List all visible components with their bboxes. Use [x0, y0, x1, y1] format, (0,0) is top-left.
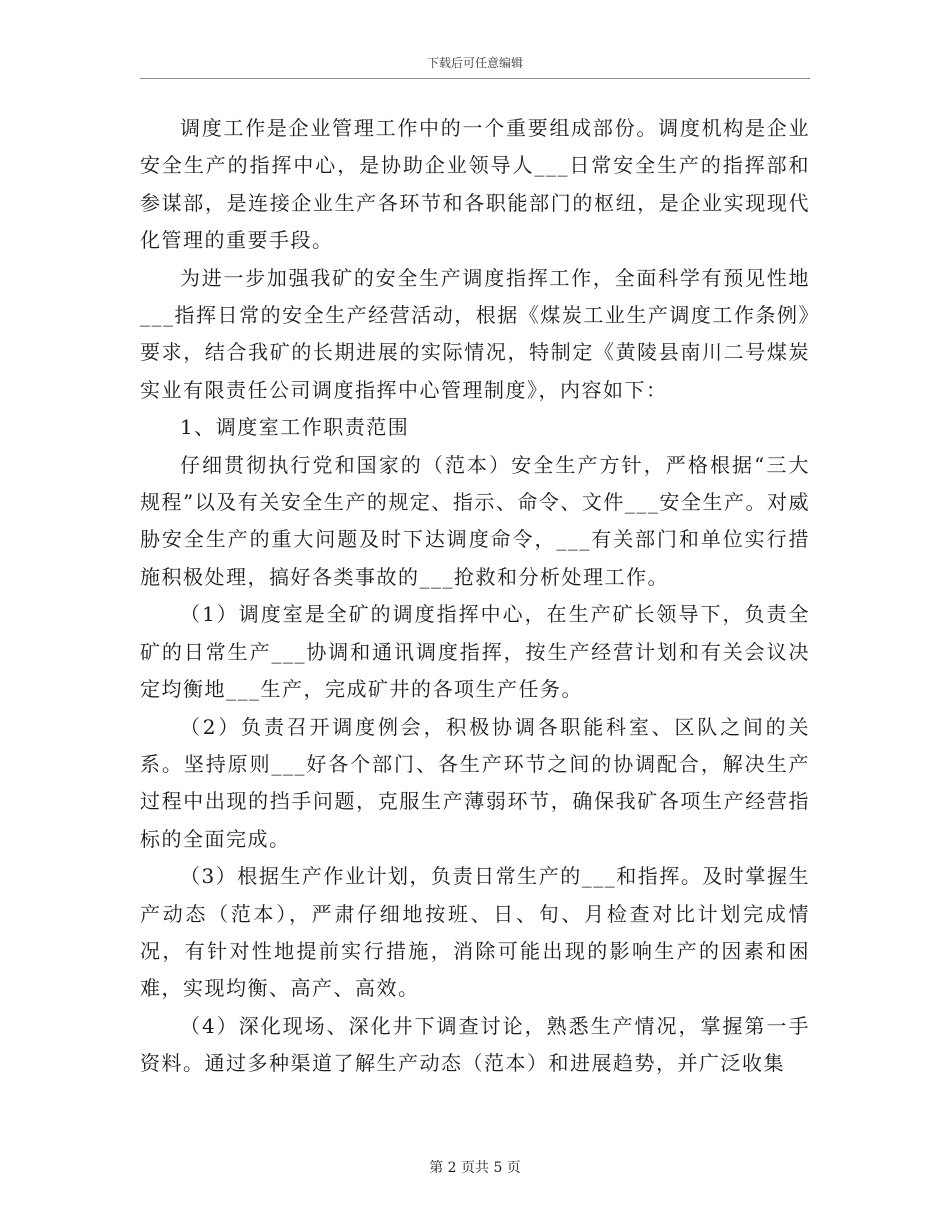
paragraph-intro: 调度工作是企业管理工作中的一个重要组成部份。调度机构是企业安全生产的指挥中心，是协助企业领导人___日常安全生产的指挥部和参谋部，是连接企业生产各环节和各职能部门的枢纽，是企业实现现代化管理的重要手段。 — [140, 116, 810, 253]
paragraph-item-3: （3）根据生产作业计划，负责日常生产的___和指挥。及时掌握生产动态（范本），严肃仔细地按班、日、旬、月检查对比计划完成情况，有针对性地提前实行措施，消除可能出现的影响生产的因素和困难，实现均衡、高产、高效。 — [140, 864, 810, 1001]
paragraph-item-4: （4）深化现场、深化井下调查讨论，熟悉生产情况，掌握第一手资料。通过多种渠道了解生产动态（范本）和进展趋势，并广泛收集 — [140, 1013, 810, 1076]
document-body — [140, 110, 810, 1083]
section-heading: 1、调度室工作职责范围 — [180, 415, 410, 440]
paragraph-item-1: （1）调度室是全矿的调度指挥中心，在生产矿长领导下，负责全矿的日常生产___协调和通讯调度指挥，按生产经营计划和有关会议决定均衡地___生产，完成矿井的各项生产任务。 — [140, 602, 810, 702]
paragraph-item-2: （2）负责召开调度例会，积极协调各职能科室、区队之间的关系。坚持原则___好各个部门、各生产环节之间的协调配合，解决生产过程中出现的挡手问题，克服生产薄弱环节，确保我矿各项生产经营指标的全面完成。 — [140, 714, 810, 851]
paragraph-purpose: 为进一步加强我矿的安全生产调度指挥工作，全面科学有预见性地___指挥日常的安全生产经营活动，根据《煤炭工业生产调度工作条例》要求，结合我矿的长期进展的实际情况，特制定《黄陵县南川二号煤炭实业有限责任公司调度指挥中心管理制度》，内容如下： — [140, 265, 810, 402]
paragraph-duties: 仔细贯彻执行党和国家的（范本）安全生产方针，严格根据“三大规程”以及有关安全生产的规定、指示、命令、文件___安全生产。对威胁安全生产的重大问题及时下达调度命令，___有关部门和单位实行措施积极处理，搞好各类事故的___抢救和分析处理工作。 — [140, 452, 810, 589]
page-number: 第 2 页共 5 页 — [429, 1160, 521, 1176]
page-header: 下载后可任意编辑 — [426, 56, 523, 70]
header-rule — [140, 78, 810, 79]
